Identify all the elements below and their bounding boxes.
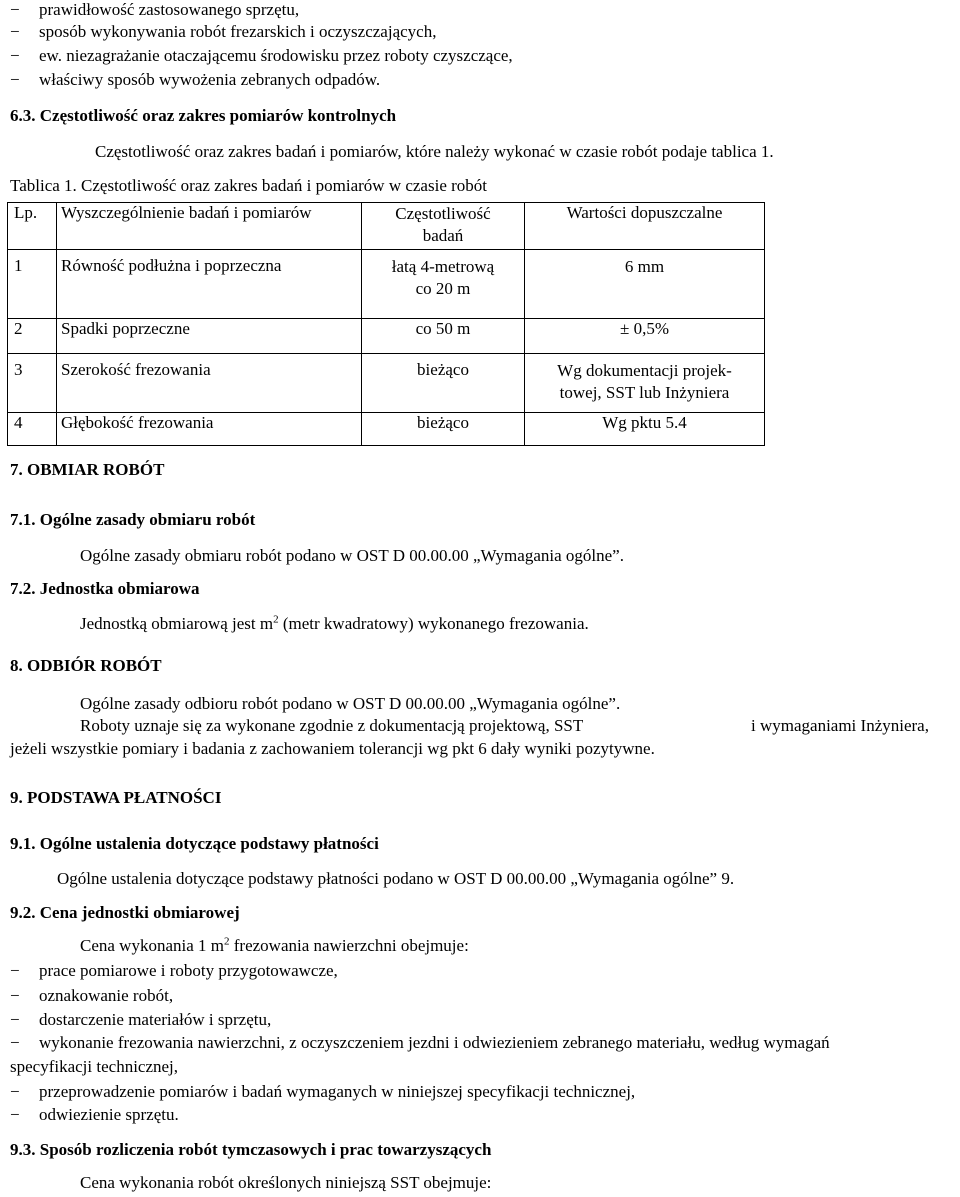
header-frequency-line1: Częstotliwość	[395, 204, 491, 223]
cell-values-line2: towej, SST lub Inżyniera	[559, 383, 730, 402]
section-heading-7-1: 7.1. Ogólne zasady obmiaru robót	[10, 510, 256, 529]
unit-text: Jednostką obmiarową jest m	[80, 614, 274, 633]
paragraph: Częstotliwość oraz zakres badań i pomiarów, które należy wykonać w czasie robót podaje tablica 1.	[95, 142, 774, 161]
section-heading-9-2: 9.2. Cena jednostki obmiarowej	[10, 903, 240, 922]
cell-frequency-line2: co 20 m	[415, 279, 471, 298]
table-row	[8, 413, 765, 446]
list-item: prawidłowość zastosowanego sprzętu,	[39, 0, 300, 19]
cell-values: ± 0,5%	[525, 319, 765, 354]
measurement-table	[7, 202, 765, 446]
table-row	[8, 319, 765, 354]
unit-text-rest: (metr kwadratowy) wykonanego frezowania.	[278, 614, 589, 633]
cell-frequency: bieżąco	[362, 413, 525, 446]
cell-frequency	[362, 250, 525, 319]
cell-frequency: bieżąco	[362, 354, 525, 413]
section-heading-9-3: 9.3. Sposób rozliczenia robót tymczasowych i prac towarzyszących	[10, 1140, 492, 1159]
cell-item: Spadki poprzeczne	[57, 319, 362, 354]
superscript: 2	[273, 613, 279, 626]
cell-values-line1: Wg dokumentacji projek-	[557, 361, 732, 380]
paragraph: Ogólne zasady obmiaru robót podano w OST D 00.00.00 „Wymagania ogólne”.	[80, 546, 624, 565]
cell-frequency-line1: łatą 4-metrową	[391, 257, 495, 276]
cell-values	[525, 354, 765, 413]
cell-lp: 2	[8, 319, 57, 354]
list-dash: −	[10, 22, 20, 41]
list-dash: −	[10, 1010, 20, 1029]
header-item: Wyszczególnienie badań i pomiarów	[57, 203, 362, 250]
list-item: dostarczenie materiałów i sprzętu,	[39, 1010, 272, 1029]
intro-text: Cena wykonania 1 m	[80, 936, 224, 955]
cell-values	[525, 250, 765, 319]
section-heading-9: 9. PODSTAWA PŁATNOŚCI	[10, 788, 222, 807]
paragraph: jeżeli wszystkie pomiary i badania z zachowaniem tolerancji wg pkt 6 dały wyniki pozytywne.	[10, 739, 655, 758]
cell-values: Wg pktu 5.4	[525, 413, 765, 446]
list-item: przeprowadzenie pomiarów i badań wymaganych w niniejszej specyfikacji technicznej,	[39, 1082, 636, 1101]
list-dash: −	[10, 1033, 20, 1052]
cell-values-line1: 6 mm	[624, 257, 665, 276]
list-dash: −	[10, 0, 20, 19]
list-item: wykonanie frezowania nawierzchni, z oczyszczeniem jezdni i odwiezieniem zebranego materiału, według wymagań	[39, 1033, 830, 1052]
cell-frequency: co 50 m	[362, 319, 525, 354]
paragraph: i wymaganiami Inżyniera,	[751, 716, 929, 735]
list-item: właściwy sposób wywożenia zebranych odpadów.	[39, 70, 381, 89]
cell-item: Równość podłużna i poprzeczna	[57, 250, 362, 319]
cell-lp: 3	[8, 354, 57, 413]
header-values: Wartości dopuszczalne	[525, 203, 765, 250]
table-row	[8, 354, 765, 413]
list-item: ew. niezagrażanie otaczającemu środowisku przez roboty czyszczące,	[39, 46, 513, 65]
list-item-continuation: specyfikacji technicznej,	[10, 1057, 179, 1076]
section-heading-6-3: 6.3. Częstotliwość oraz zakres pomiarów kontrolnych	[10, 106, 397, 125]
cell-item: Szerokość frezowania	[57, 354, 362, 413]
table-header-row	[8, 203, 765, 250]
list-dash: −	[10, 1082, 20, 1101]
cell-lp: 4	[8, 413, 57, 446]
header-lp: Lp.	[8, 203, 57, 250]
table-row	[8, 250, 765, 319]
cell-lp: 1	[8, 250, 57, 319]
list-dash: −	[10, 46, 20, 65]
paragraph: Cena wykonania robót określonych niniejszą SST obejmuje:	[80, 1173, 492, 1192]
list-dash: −	[10, 70, 20, 89]
list-dash: −	[10, 961, 20, 980]
list-dash: −	[10, 986, 20, 1005]
section-heading-8: 8. ODBIÓR ROBÓT	[10, 656, 162, 675]
paragraph: Ogólne zasady odbioru robót podano w OST D 00.00.00 „Wymagania ogólne”.	[80, 694, 621, 713]
list-dash: −	[10, 1105, 20, 1124]
paragraph: Roboty uznaje się za wykonane zgodnie z dokumentacją projektową, SST	[80, 716, 584, 735]
superscript: 2	[224, 935, 230, 948]
section-heading-7-2: 7.2. Jednostka obmiarowa	[10, 579, 200, 598]
list-item: prace pomiarowe i roboty przygotowawcze,	[39, 961, 338, 980]
section-heading-7: 7. OBMIAR ROBÓT	[10, 460, 165, 479]
section-heading-9-1: 9.1. Ogólne ustalenia dotyczące podstawy płatności	[10, 834, 379, 853]
list-item: oznakowanie robót,	[39, 986, 174, 1005]
table-caption: Tablica 1. Częstotliwość oraz zakres badań i pomiarów w czasie robót	[10, 176, 487, 195]
paragraph: Ogólne ustalenia dotyczące podstawy płatności podano w OST D 00.00.00 „Wymagania ogólne” 9.	[57, 869, 735, 888]
paragraph	[80, 936, 469, 956]
paragraph	[80, 614, 589, 634]
cell-item: Głębokość frezowania	[57, 413, 362, 446]
header-frequency	[362, 203, 525, 250]
header-frequency-line2: badań	[422, 226, 464, 245]
list-item: sposób wykonywania robót frezarskich i oczyszczających,	[39, 22, 437, 41]
intro-text-rest: frezowania nawierzchni obejmuje:	[229, 936, 469, 955]
list-item: odwiezienie sprzętu.	[39, 1105, 179, 1124]
